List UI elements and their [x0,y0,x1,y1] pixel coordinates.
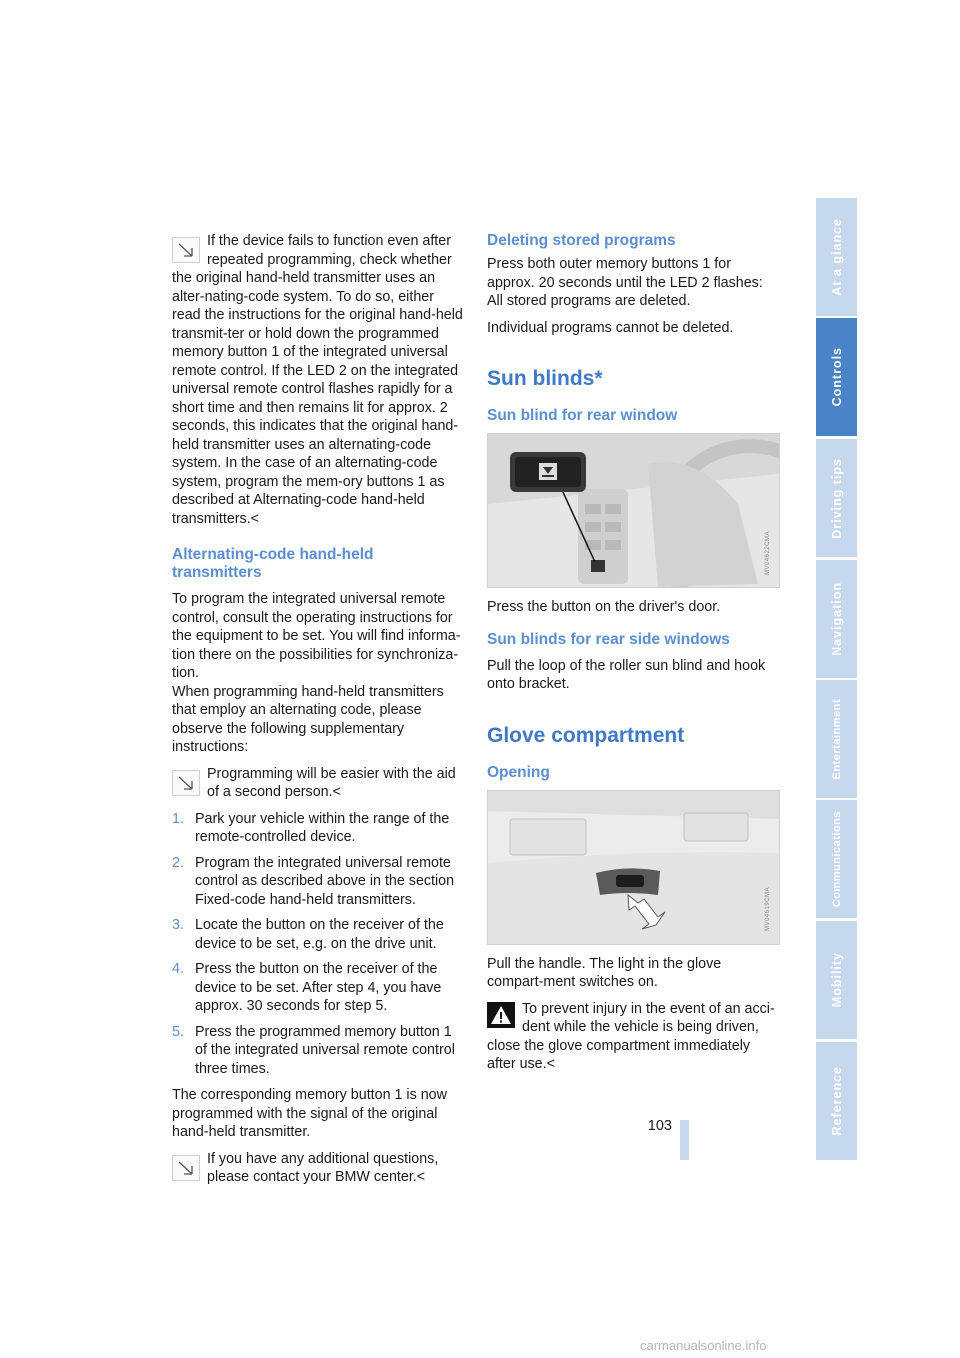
note-second-person [172,765,464,802]
tab-controls[interactable] [816,318,857,436]
heading-opening: Opening [487,763,550,781]
paragraph-delete-instructions: Press both outer memory buttons 1 for approx. 20 seconds until the LED 2 flashes: [487,256,763,291]
page-number: 103 [647,1118,672,1134]
warning-text-first: To prevent injury in the event of an acci-dent while the vehicle is being driven, [522,1000,775,1035]
step-text: Press the programmed memory button 1 of the integrated universal remote control three times. [195,1023,455,1077]
step-text: Locate the button on the receiver of the device to be set, e.g. on the drive unit. [195,917,444,952]
step-text: Press the button on the receiver of the device to be set. After step 4, you have approx. 30 seconds for step 5. [195,961,442,1014]
note-bmw-center-text: If you have any additional questions, please contact your BMW center.< [207,1150,439,1185]
step-number: 1. [172,810,184,827]
list-item [172,960,464,1016]
paragraph-delete-result: All stored programs are deleted. [487,293,691,309]
chapter-tabs [816,198,857,1160]
heading-deleting-programs: Deleting stored programs [487,232,676,249]
tab-label: Reference [829,1066,844,1136]
page-number-bar [680,1120,689,1160]
note-device-fails-rest: the original hand-held transmitter uses an alter-nating-code system. To do so, either read the instructions for the original hand-held transmit-ter or hold down the programmed memory button 1 of the integrated universal remote control. If the LED 2 on the integrated universal remote control flashes rapidly for a short time and then remains lit for approx. 2 seconds, this indicates that the original hand-held transmitter uses an alternating-code system. In the case of an alternating-code system, program the mem-ory buttons 1 as described at Alternating-code hand-held transmitters.< [172,270,463,527]
note-device-fails [172,232,464,528]
left-column [172,232,464,1195]
warning-text-rest: close the glove compartment immediately after use.< [487,1037,751,1072]
tab-label: Communications [830,810,843,908]
heading-rear-window-blind: Sun blind for rear window [487,407,678,424]
step-number: 2. [172,854,184,871]
list-item [172,810,464,847]
paragraph-rear-side-blinds: Pull the loop of the roller sun blind and hook onto bracket. [487,657,766,692]
warning-glove-compartment [487,1000,780,1074]
paragraph-pull-handle: Pull the handle. The light in the glove compart-ment switches on. [487,955,722,990]
note-arrow-icon [172,770,200,796]
tab-communications[interactable] [816,800,857,918]
tab-entertainment[interactable] [816,680,857,798]
tab-driving-tips[interactable] [816,439,857,557]
heading-glove-compartment: Glove compartment [487,723,685,747]
door-panel-illustration [488,434,779,587]
tab-label: Driving tips [829,457,844,539]
tab-mobility[interactable] [816,921,857,1039]
list-item [172,1023,464,1079]
photo-glove-compartment [487,790,780,945]
paragraph-supplementary: When programming hand-held transmitters that employ an alternating code, please observe the following supplementary instructions: [172,683,444,755]
photo-code: MV04619CMA [764,887,771,932]
right-column [487,232,780,1082]
step-text: Program the integrated universal remote control as described above in the section Fixed-code hand-held transmitters. [195,854,455,908]
note-device-fails-first: If the device fails to function even after repeated programming, check whether [207,233,452,268]
programming-steps [172,810,464,1079]
paragraph-programmed: The corresponding memory button 1 is now programmed with the signal of the original hand-held transmitter. [172,1087,447,1140]
note-arrow-icon [172,1155,200,1181]
glove-compartment-illustration [488,791,779,944]
list-item [172,854,464,910]
note-arrow-icon [172,237,200,263]
tab-at-a-glance[interactable] [816,198,857,316]
step-text: Park your vehicle within the range of the remote-controlled device. [195,810,450,845]
paragraph-individual-delete: Individual programs cannot be deleted. [487,319,734,336]
step-number: 5. [172,1023,184,1040]
tab-label: Mobility [829,952,844,1008]
list-item [172,916,464,953]
paragraph-program-intro: To program the integrated universal remote control, consult the operating instructions for the equipment to be set. You will find informa-tion there on the possibilities for synchroniza-tion. [172,591,461,681]
tab-label: Controls [829,347,844,407]
step-number: 3. [172,917,184,933]
note-second-person-text: Programming will be easier with the aid of a second person.< [207,765,456,800]
paragraph-rear-window-button: Press the button on the driver's door. [487,599,721,615]
tab-navigation[interactable] [816,560,857,678]
watermark: carmanualsonline.info [640,1338,767,1353]
tab-reference[interactable] [816,1042,857,1160]
heading-alternating-code: Alternating-code hand-held transmitters [172,546,374,581]
note-bmw-center [172,1150,464,1187]
photo-rear-window-button [487,433,780,588]
tab-label: Navigation [829,582,844,656]
warning-icon [487,1002,515,1028]
tab-label: Entertainment [830,698,843,780]
photo-code: MV04622CMA [764,530,771,575]
heading-sun-blinds: Sun blinds* [487,367,603,390]
tab-label: At a glance [829,218,844,296]
step-number: 4. [172,961,184,977]
heading-rear-side-blinds: Sun blinds for rear side windows [487,630,730,648]
